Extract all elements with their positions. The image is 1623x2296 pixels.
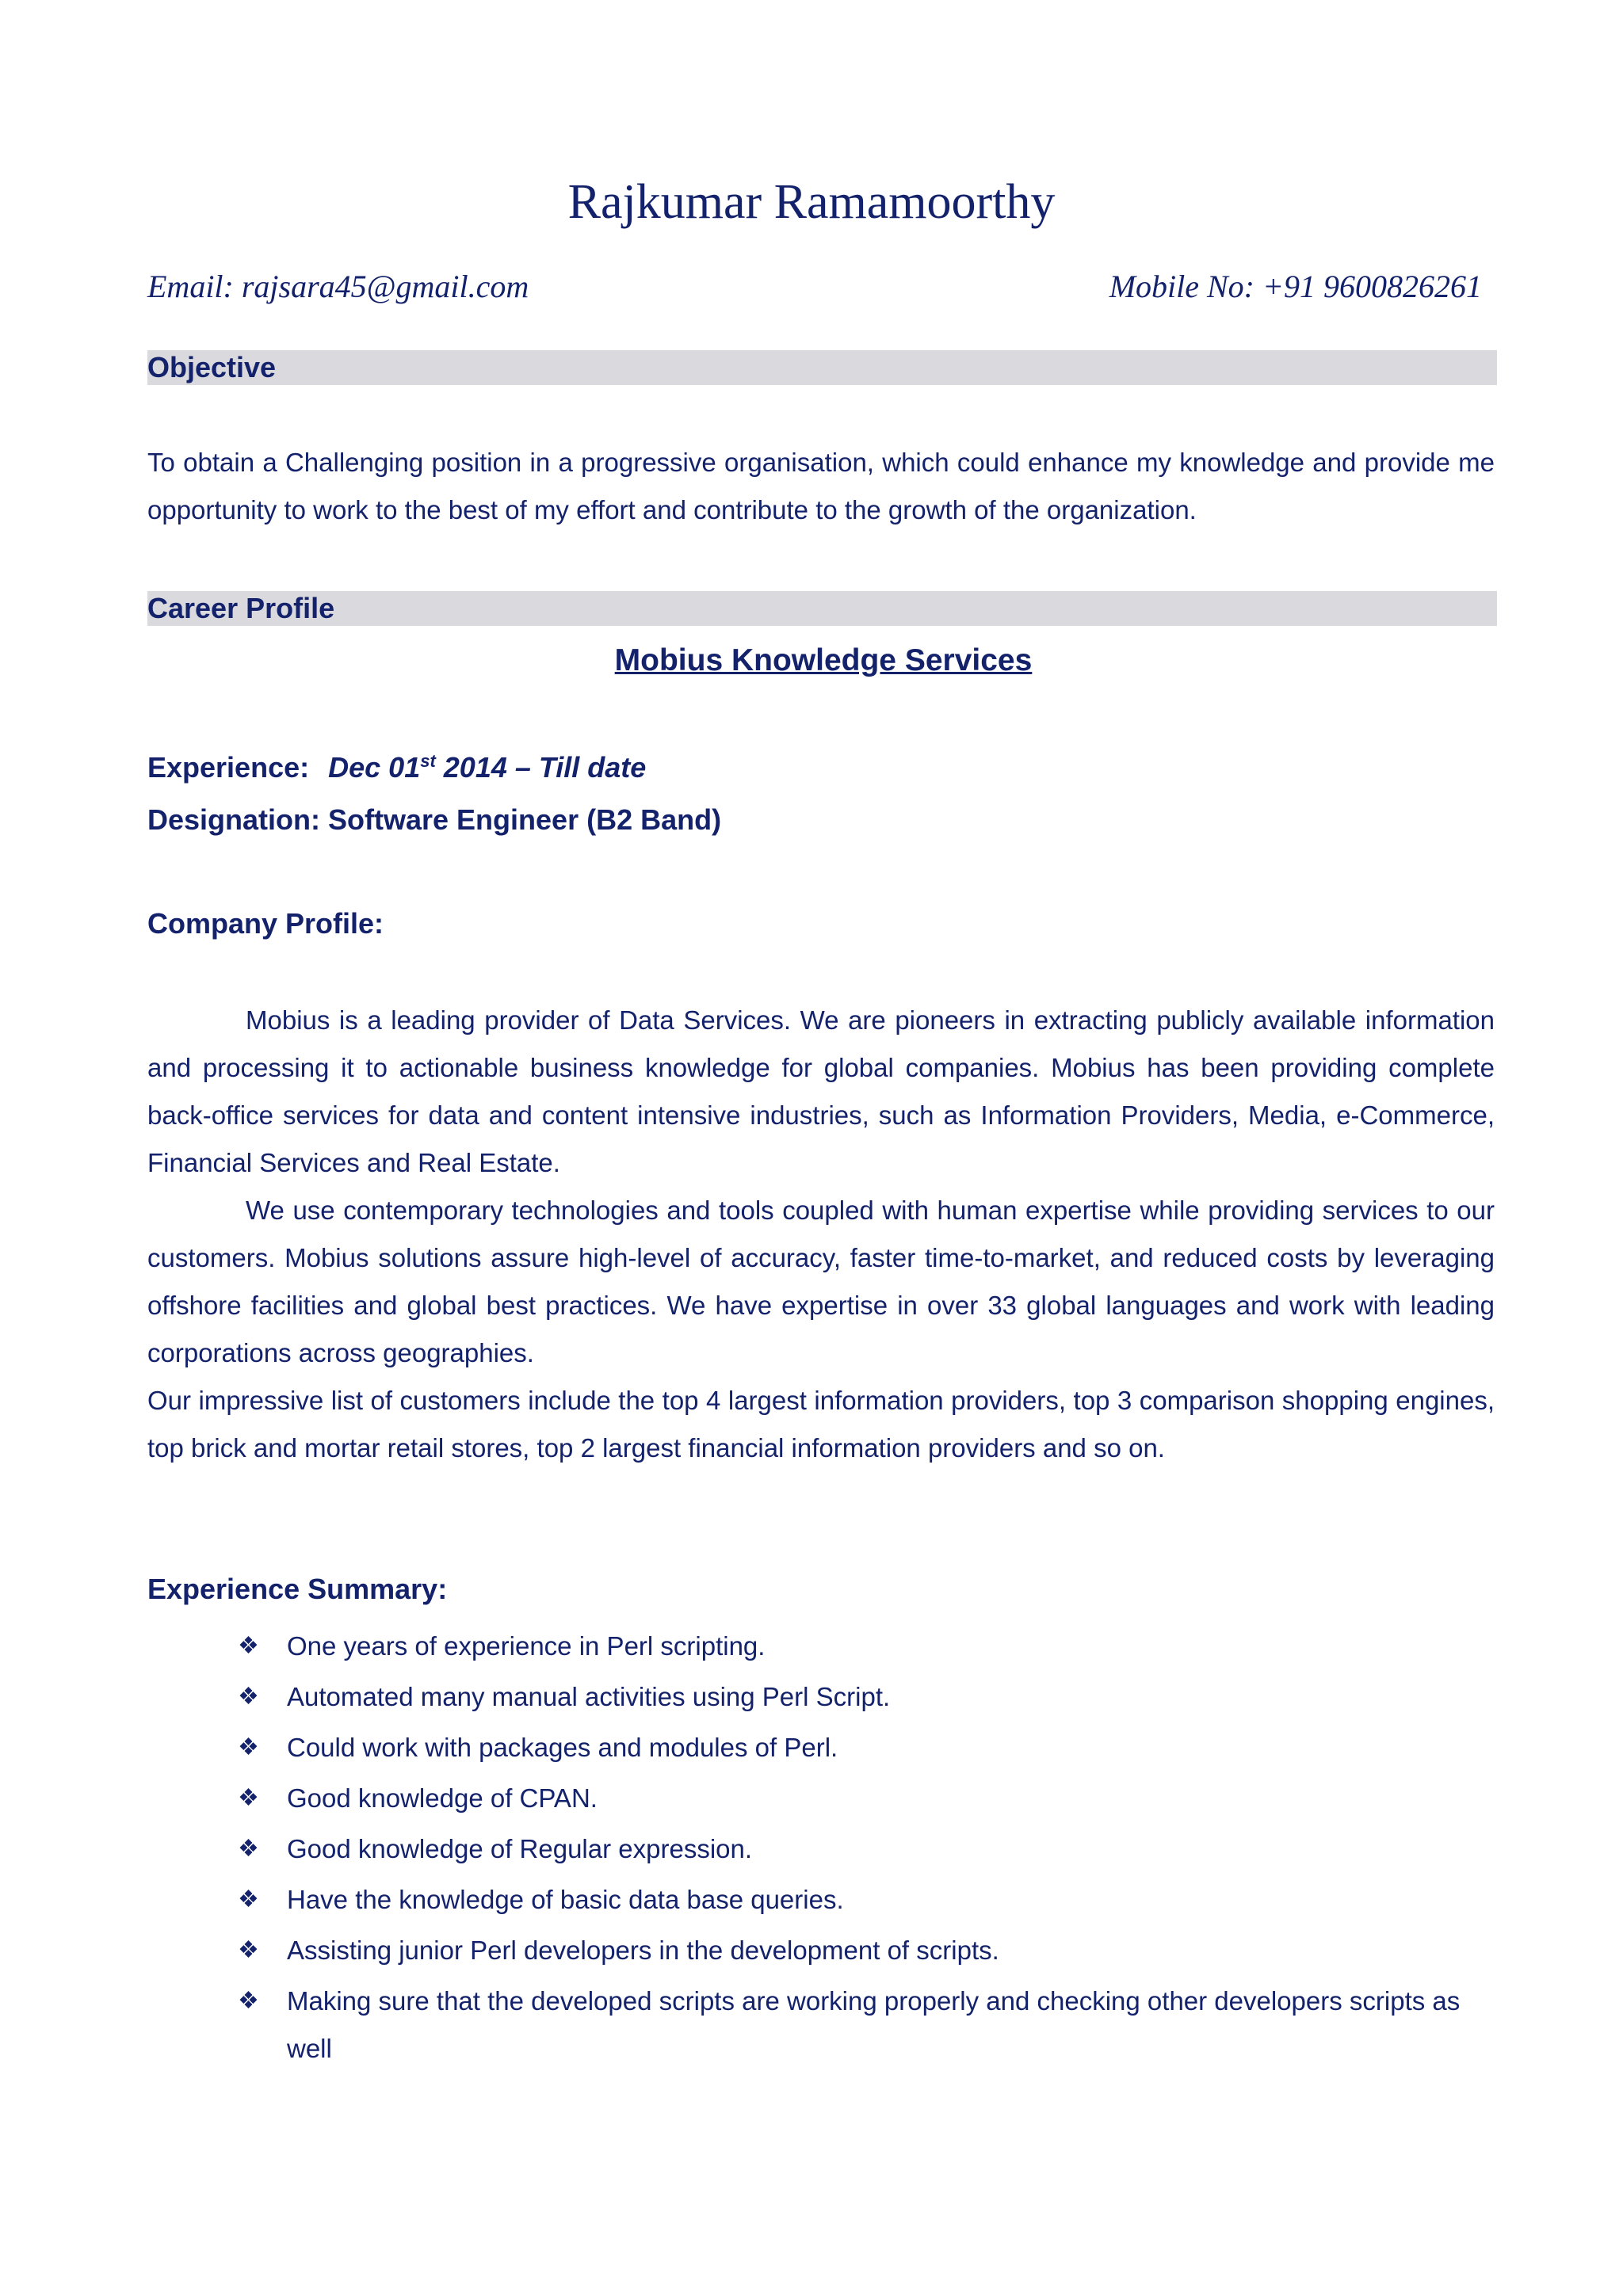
mobile-contact: Mobile No: +91 9600826261 [1109, 269, 1482, 304]
experience-date-end: 2014 – Till date [435, 751, 647, 784]
list-item-text: One years of experience in Perl scripting. [287, 1631, 766, 1661]
diamond-bullet-icon: ❖ [238, 1684, 259, 1710]
list-item [238, 1623, 1506, 1670]
list-item-text: Making sure that the developed scripts are working properly and checking other developers scripts as well [287, 1986, 1461, 2063]
list-item [238, 1724, 1506, 1772]
diamond-bullet-icon: ❖ [238, 1734, 259, 1760]
list-item-text: Could work with packages and modules of Perl. [287, 1733, 838, 1762]
diamond-bullet-icon: ❖ [238, 1988, 259, 2014]
experience-line [147, 751, 646, 784]
list-item [238, 1673, 1506, 1721]
diamond-bullet-icon: ❖ [238, 1937, 259, 1963]
company-name: Mobius Knowledge Services [614, 643, 1033, 677]
list-item [238, 1825, 1506, 1873]
list-item [238, 1775, 1506, 1822]
company-profile-paragraph-2-text: We use contemporary technologies and tools coupled with human expertise while providing services to our customers. Mobius solutions assure high-level of accuracy, faster time-to-market, and reduced costs by leveraging offshore facilities and global best practices. We have expertise in over 33 global languages and work with leading corporations across geographies. [147, 1196, 1495, 1367]
list-item-text: Good knowledge of Regular expression. [287, 1834, 753, 1863]
company-profile-paragraph-2 [147, 1187, 1495, 1377]
company-profile-paragraph-1 [147, 997, 1495, 1187]
diamond-bullet-icon: ❖ [238, 1633, 259, 1659]
objective-section-header: Objective [147, 350, 1497, 385]
company-profile-text [147, 997, 1495, 1472]
candidate-name: Rajkumar Ramamoorthy [567, 175, 1056, 229]
list-item [238, 1978, 1506, 2073]
designation: Designation: Software Engineer (B2 Band) [147, 803, 722, 836]
experience-date [328, 751, 646, 784]
experience-label: Experience: [147, 751, 310, 784]
list-item [238, 1927, 1506, 1974]
experience-date-suffix: st [420, 751, 436, 771]
diamond-bullet-icon: ❖ [238, 1785, 259, 1811]
list-item-text: Good knowledge of CPAN. [287, 1783, 598, 1813]
company-profile-paragraph-3: Our impressive list of customers include the top 4 largest information providers, top 3 comparison shopping engines, top brick and mortar retail stores, top 2 largest financial information providers and so on. [147, 1386, 1495, 1463]
company-profile-paragraph-1-text: Mobius is a leading provider of Data Services. We are pioneers in extracting publicly available information and processing it to actionable business knowledge for global companies. Mobius has been providing complete back-office services for data and content intensive industries, such as Information Providers, Media, e-Commerce, Financial Services and Real Estate. [147, 1005, 1495, 1177]
company-profile-heading: Company Profile: [147, 907, 384, 940]
list-item-text: Have the knowledge of basic data base queries. [287, 1885, 844, 1914]
list-item [238, 1876, 1506, 1924]
experience-summary-heading: Experience Summary: [147, 1573, 448, 1605]
email-contact: Email: rajsara45@gmail.com [147, 269, 529, 304]
career-profile-section-header: Career Profile [147, 591, 1497, 626]
diamond-bullet-icon: ❖ [238, 1836, 259, 1862]
diamond-bullet-icon: ❖ [238, 1886, 259, 1913]
list-item-text: Automated many manual activities using Perl Script. [287, 1682, 891, 1711]
list-item-text: Assisting junior Perl developers in the development of scripts. [287, 1936, 999, 1965]
experience-summary-list [238, 1623, 1506, 2076]
objective-text: To obtain a Challenging position in a progressive organisation, which could enhance my knowledge and provide me opportunity to work to the best of my effort and contribute to the growth of the organization. [147, 448, 1495, 524]
experience-date-start: Dec 01 [328, 751, 421, 784]
